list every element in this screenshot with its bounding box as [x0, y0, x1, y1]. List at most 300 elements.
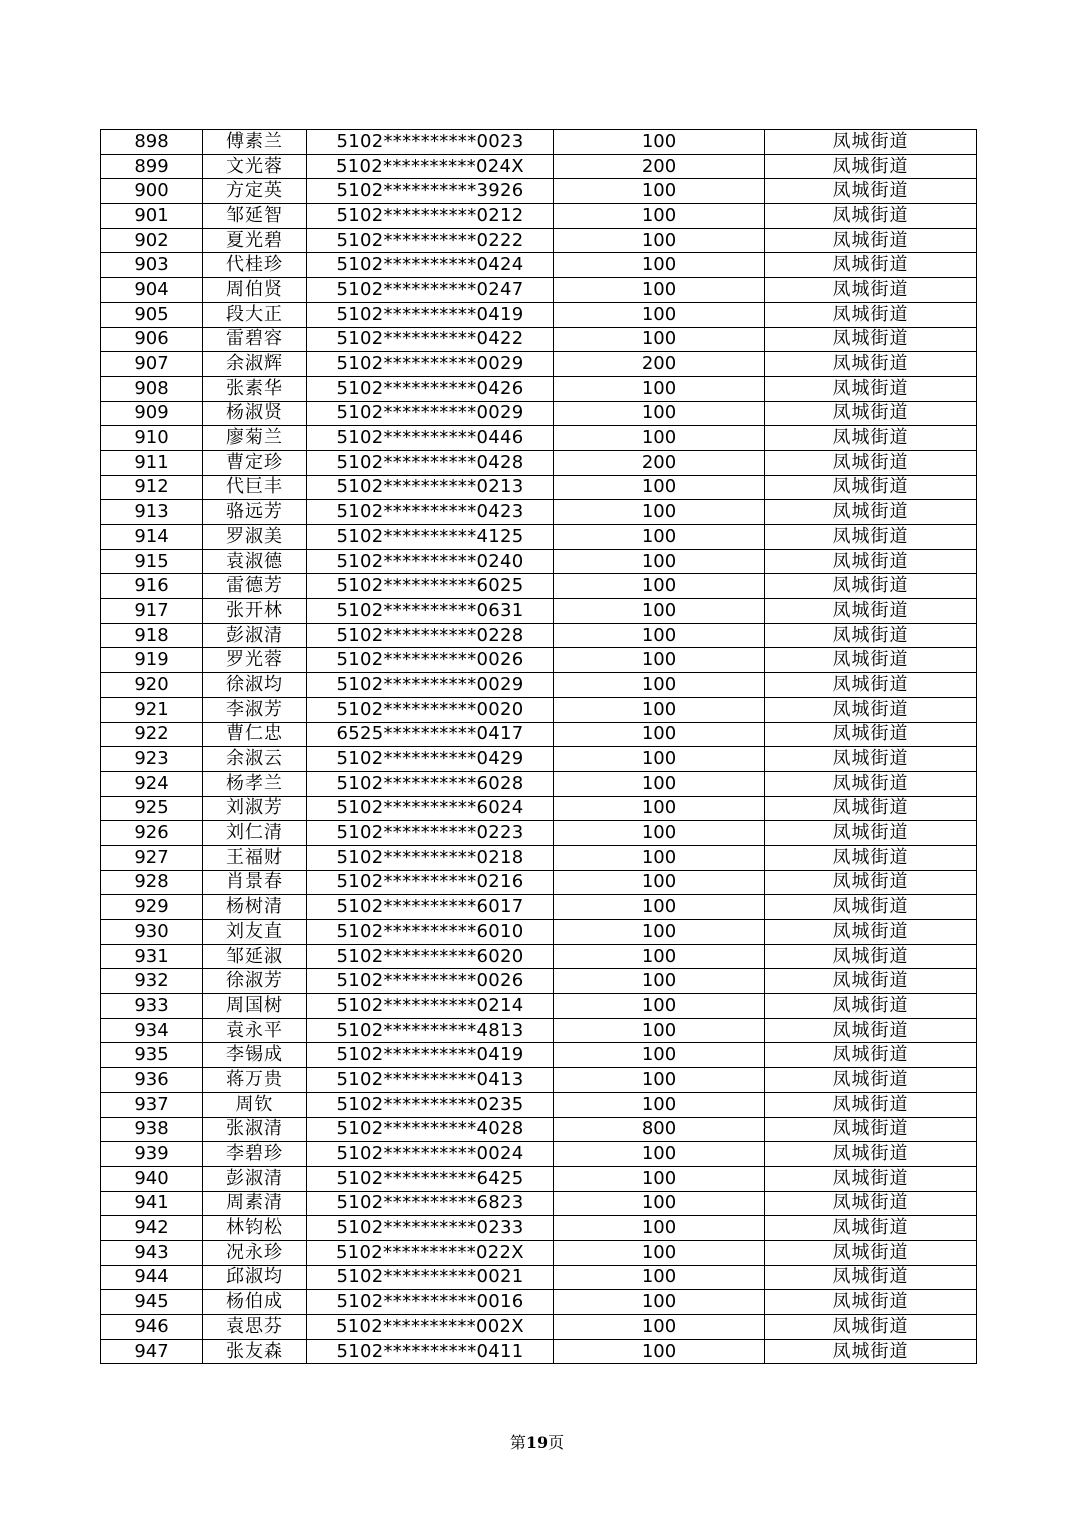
- amount-cell: 100: [554, 821, 765, 846]
- street-cell: 凤城街道: [765, 920, 977, 945]
- name-cell: 周素清: [203, 1191, 307, 1216]
- id-number-cell: 5102**********0422: [307, 327, 554, 352]
- row-number-cell: 947: [101, 1339, 203, 1364]
- amount-cell: 100: [554, 1191, 765, 1216]
- amount-cell: 100: [554, 574, 765, 599]
- table-row: [101, 969, 977, 994]
- row-number-cell: 921: [101, 697, 203, 722]
- id-number-cell: 5102**********0016: [307, 1290, 554, 1315]
- street-cell: 凤城街道: [765, 623, 977, 648]
- name-cell: 刘淑芳: [203, 796, 307, 821]
- amount-cell: 100: [554, 969, 765, 994]
- name-cell: 袁淑德: [203, 549, 307, 574]
- id-number-cell: 5102**********6425: [307, 1166, 554, 1191]
- amount-cell: 100: [554, 895, 765, 920]
- id-number-cell: 5102**********0023: [307, 130, 554, 155]
- table-row: [101, 352, 977, 377]
- amount-cell: 100: [554, 500, 765, 525]
- id-number-cell: 5102**********3926: [307, 179, 554, 204]
- street-cell: 凤城街道: [765, 574, 977, 599]
- page-footer: [0, 1430, 1074, 1453]
- table-row: [101, 1216, 977, 1241]
- name-cell: 周钦: [203, 1092, 307, 1117]
- id-number-cell: 5102**********6020: [307, 944, 554, 969]
- amount-cell: 100: [554, 845, 765, 870]
- name-cell: 雷碧容: [203, 327, 307, 352]
- amount-cell: 200: [554, 352, 765, 377]
- table-row: [101, 450, 977, 475]
- street-cell: 凤城街道: [765, 179, 977, 204]
- row-number-cell: 917: [101, 599, 203, 624]
- amount-cell: 100: [554, 944, 765, 969]
- street-cell: 凤城街道: [765, 500, 977, 525]
- amount-cell: 100: [554, 623, 765, 648]
- id-number-cell: 5102**********0222: [307, 228, 554, 253]
- street-cell: 凤城街道: [765, 450, 977, 475]
- page-number: 19: [525, 1433, 549, 1452]
- name-cell: 曹定珍: [203, 450, 307, 475]
- name-cell: 廖菊兰: [203, 426, 307, 451]
- street-cell: 凤城街道: [765, 1068, 977, 1093]
- amount-cell: 100: [554, 525, 765, 550]
- id-number-cell: 5102**********0424: [307, 253, 554, 278]
- table-row: [101, 944, 977, 969]
- amount-cell: 100: [554, 278, 765, 303]
- id-number-cell: 5102**********0413: [307, 1068, 554, 1093]
- table-row: [101, 870, 977, 895]
- row-number-cell: 910: [101, 426, 203, 451]
- amount-cell: 100: [554, 1339, 765, 1364]
- row-number-cell: 905: [101, 302, 203, 327]
- row-number-cell: 914: [101, 525, 203, 550]
- amount-cell: 100: [554, 1043, 765, 1068]
- street-cell: 凤城街道: [765, 1092, 977, 1117]
- amount-cell: 100: [554, 302, 765, 327]
- row-number-cell: 911: [101, 450, 203, 475]
- row-number-cell: 906: [101, 327, 203, 352]
- street-cell: 凤城街道: [765, 1315, 977, 1340]
- amount-cell: 100: [554, 599, 765, 624]
- table-row: [101, 1092, 977, 1117]
- row-number-cell: 919: [101, 648, 203, 673]
- street-cell: 凤城街道: [765, 747, 977, 772]
- row-number-cell: 912: [101, 475, 203, 500]
- street-cell: 凤城街道: [765, 549, 977, 574]
- id-number-cell: 5102**********0223: [307, 821, 554, 846]
- page-label-suffix: 页: [548, 1433, 565, 1452]
- name-cell: 余淑辉: [203, 352, 307, 377]
- id-number-cell: 5102**********6024: [307, 796, 554, 821]
- row-number-cell: 900: [101, 179, 203, 204]
- id-number-cell: 5102**********6025: [307, 574, 554, 599]
- name-cell: 骆远芳: [203, 500, 307, 525]
- amount-cell: 100: [554, 1216, 765, 1241]
- roster-table-body: [101, 130, 977, 1364]
- street-cell: 凤城街道: [765, 1240, 977, 1265]
- id-number-cell: 5102**********0233: [307, 1216, 554, 1241]
- street-cell: 凤城街道: [765, 525, 977, 550]
- name-cell: 杨淑贤: [203, 401, 307, 426]
- table-row: [101, 574, 977, 599]
- street-cell: 凤城街道: [765, 1265, 977, 1290]
- table-row: [101, 1191, 977, 1216]
- row-number-cell: 930: [101, 920, 203, 945]
- amount-cell: 800: [554, 1117, 765, 1142]
- row-number-cell: 920: [101, 673, 203, 698]
- table-row: [101, 426, 977, 451]
- street-cell: 凤城街道: [765, 1339, 977, 1364]
- name-cell: 文光蓉: [203, 154, 307, 179]
- row-number-cell: 898: [101, 130, 203, 155]
- street-cell: 凤城街道: [765, 204, 977, 229]
- row-number-cell: 923: [101, 747, 203, 772]
- table-row: [101, 302, 977, 327]
- name-cell: 蒋万贵: [203, 1068, 307, 1093]
- row-number-cell: 927: [101, 845, 203, 870]
- name-cell: 李锡成: [203, 1043, 307, 1068]
- table-row: [101, 796, 977, 821]
- name-cell: 杨树清: [203, 895, 307, 920]
- street-cell: 凤城街道: [765, 327, 977, 352]
- amount-cell: 100: [554, 796, 765, 821]
- id-number-cell: 5102**********0411: [307, 1339, 554, 1364]
- name-cell: 况永珍: [203, 1240, 307, 1265]
- street-cell: 凤城街道: [765, 302, 977, 327]
- amount-cell: 100: [554, 1290, 765, 1315]
- name-cell: 罗淑美: [203, 525, 307, 550]
- name-cell: 傅素兰: [203, 130, 307, 155]
- id-number-cell: 5102**********0029: [307, 352, 554, 377]
- id-number-cell: 5102**********022X: [307, 1240, 554, 1265]
- amount-cell: 100: [554, 327, 765, 352]
- amount-cell: 100: [554, 1068, 765, 1093]
- amount-cell: 100: [554, 475, 765, 500]
- id-number-cell: 5102**********0020: [307, 697, 554, 722]
- row-number-cell: 936: [101, 1068, 203, 1093]
- id-number-cell: 5102**********6028: [307, 771, 554, 796]
- row-number-cell: 946: [101, 1315, 203, 1340]
- id-number-cell: 5102**********0631: [307, 599, 554, 624]
- street-cell: 凤城街道: [765, 401, 977, 426]
- row-number-cell: 909: [101, 401, 203, 426]
- row-number-cell: 939: [101, 1142, 203, 1167]
- id-number-cell: 5102**********6823: [307, 1191, 554, 1216]
- table-row: [101, 253, 977, 278]
- amount-cell: 100: [554, 228, 765, 253]
- name-cell: 徐淑均: [203, 673, 307, 698]
- amount-cell: 100: [554, 1092, 765, 1117]
- street-cell: 凤城街道: [765, 1166, 977, 1191]
- row-number-cell: 915: [101, 549, 203, 574]
- roster-table: [100, 129, 977, 1364]
- id-number-cell: 5102**********0446: [307, 426, 554, 451]
- id-number-cell: 5102**********0228: [307, 623, 554, 648]
- table-row: [101, 1043, 977, 1068]
- table-row: [101, 771, 977, 796]
- name-cell: 张淑清: [203, 1117, 307, 1142]
- table-row: [101, 697, 977, 722]
- table-row: [101, 401, 977, 426]
- street-cell: 凤城街道: [765, 130, 977, 155]
- row-number-cell: 916: [101, 574, 203, 599]
- row-number-cell: 931: [101, 944, 203, 969]
- table-row: [101, 821, 977, 846]
- street-cell: 凤城街道: [765, 673, 977, 698]
- street-cell: 凤城街道: [765, 944, 977, 969]
- row-number-cell: 904: [101, 278, 203, 303]
- name-cell: 段大正: [203, 302, 307, 327]
- table-row: [101, 920, 977, 945]
- row-number-cell: 937: [101, 1092, 203, 1117]
- table-row: [101, 599, 977, 624]
- name-cell: 徐淑芳: [203, 969, 307, 994]
- row-number-cell: 932: [101, 969, 203, 994]
- id-number-cell: 5102**********0419: [307, 1043, 554, 1068]
- table-row: [101, 722, 977, 747]
- name-cell: 彭淑清: [203, 623, 307, 648]
- row-number-cell: 944: [101, 1265, 203, 1290]
- id-number-cell: 5102**********0423: [307, 500, 554, 525]
- id-number-cell: 5102**********4028: [307, 1117, 554, 1142]
- id-number-cell: 5102**********0247: [307, 278, 554, 303]
- row-number-cell: 928: [101, 870, 203, 895]
- amount-cell: 100: [554, 1166, 765, 1191]
- row-number-cell: 940: [101, 1166, 203, 1191]
- id-number-cell: 5102**********0216: [307, 870, 554, 895]
- id-number-cell: 5102**********0213: [307, 475, 554, 500]
- table-row: [101, 673, 977, 698]
- amount-cell: 100: [554, 771, 765, 796]
- street-cell: 凤城街道: [765, 376, 977, 401]
- id-number-cell: 5102**********024X: [307, 154, 554, 179]
- table-row: [101, 179, 977, 204]
- name-cell: 代桂珍: [203, 253, 307, 278]
- row-number-cell: 899: [101, 154, 203, 179]
- row-number-cell: 945: [101, 1290, 203, 1315]
- row-number-cell: 908: [101, 376, 203, 401]
- id-number-cell: 5102**********0026: [307, 969, 554, 994]
- id-number-cell: 5102**********0240: [307, 549, 554, 574]
- name-cell: 邱淑均: [203, 1265, 307, 1290]
- row-number-cell: 935: [101, 1043, 203, 1068]
- name-cell: 刘仁清: [203, 821, 307, 846]
- table-row: [101, 1018, 977, 1043]
- name-cell: 袁思芬: [203, 1315, 307, 1340]
- amount-cell: 100: [554, 253, 765, 278]
- amount-cell: 200: [554, 154, 765, 179]
- street-cell: 凤城街道: [765, 1216, 977, 1241]
- id-number-cell: 5102**********0212: [307, 204, 554, 229]
- table-row: [101, 525, 977, 550]
- table-row: [101, 994, 977, 1019]
- roster-table-container: [100, 129, 974, 1364]
- street-cell: 凤城街道: [765, 1142, 977, 1167]
- table-row: [101, 500, 977, 525]
- page-label-prefix: 第: [509, 1433, 526, 1452]
- id-number-cell: 5102**********0419: [307, 302, 554, 327]
- id-number-cell: 5102**********0024: [307, 1142, 554, 1167]
- name-cell: 夏光碧: [203, 228, 307, 253]
- table-row: [101, 549, 977, 574]
- street-cell: 凤城街道: [765, 821, 977, 846]
- id-number-cell: 5102**********0429: [307, 747, 554, 772]
- name-cell: 周国树: [203, 994, 307, 1019]
- table-row: [101, 1315, 977, 1340]
- table-row: [101, 648, 977, 673]
- id-number-cell: 5102**********4125: [307, 525, 554, 550]
- row-number-cell: 942: [101, 1216, 203, 1241]
- table-row: [101, 895, 977, 920]
- name-cell: 周伯贤: [203, 278, 307, 303]
- table-row: [101, 845, 977, 870]
- row-number-cell: 913: [101, 500, 203, 525]
- name-cell: 邹延智: [203, 204, 307, 229]
- name-cell: 彭淑清: [203, 1166, 307, 1191]
- street-cell: 凤城街道: [765, 771, 977, 796]
- row-number-cell: 938: [101, 1117, 203, 1142]
- amount-cell: 100: [554, 1265, 765, 1290]
- row-number-cell: 907: [101, 352, 203, 377]
- table-row: [101, 623, 977, 648]
- table-row: [101, 204, 977, 229]
- table-row: [101, 327, 977, 352]
- id-number-cell: 5102**********0428: [307, 450, 554, 475]
- row-number-cell: 922: [101, 722, 203, 747]
- name-cell: 肖景春: [203, 870, 307, 895]
- amount-cell: 100: [554, 697, 765, 722]
- name-cell: 罗光蓉: [203, 648, 307, 673]
- id-number-cell: 5102**********0235: [307, 1092, 554, 1117]
- amount-cell: 100: [554, 179, 765, 204]
- name-cell: 袁永平: [203, 1018, 307, 1043]
- row-number-cell: 941: [101, 1191, 203, 1216]
- street-cell: 凤城街道: [765, 426, 977, 451]
- street-cell: 凤城街道: [765, 895, 977, 920]
- table-row: [101, 1068, 977, 1093]
- name-cell: 李碧珍: [203, 1142, 307, 1167]
- table-row: [101, 1166, 977, 1191]
- id-number-cell: 5102**********0426: [307, 376, 554, 401]
- id-number-cell: 5102**********0029: [307, 673, 554, 698]
- name-cell: 杨伯成: [203, 1290, 307, 1315]
- name-cell: 张友森: [203, 1339, 307, 1364]
- street-cell: 凤城街道: [765, 870, 977, 895]
- row-number-cell: 925: [101, 796, 203, 821]
- amount-cell: 100: [554, 376, 765, 401]
- street-cell: 凤城街道: [765, 1191, 977, 1216]
- name-cell: 邹延淑: [203, 944, 307, 969]
- table-row: [101, 475, 977, 500]
- amount-cell: 200: [554, 450, 765, 475]
- table-row: [101, 747, 977, 772]
- street-cell: 凤城街道: [765, 228, 977, 253]
- row-number-cell: 943: [101, 1240, 203, 1265]
- table-row: [101, 1240, 977, 1265]
- id-number-cell: 5102**********4813: [307, 1018, 554, 1043]
- id-number-cell: 5102**********0029: [307, 401, 554, 426]
- name-cell: 李淑芳: [203, 697, 307, 722]
- row-number-cell: 901: [101, 204, 203, 229]
- street-cell: 凤城街道: [765, 154, 977, 179]
- street-cell: 凤城街道: [765, 253, 977, 278]
- id-number-cell: 5102**********6017: [307, 895, 554, 920]
- row-number-cell: 926: [101, 821, 203, 846]
- amount-cell: 100: [554, 401, 765, 426]
- amount-cell: 100: [554, 870, 765, 895]
- street-cell: 凤城街道: [765, 1290, 977, 1315]
- name-cell: 代巨丰: [203, 475, 307, 500]
- row-number-cell: 918: [101, 623, 203, 648]
- name-cell: 方定英: [203, 179, 307, 204]
- row-number-cell: 934: [101, 1018, 203, 1043]
- street-cell: 凤城街道: [765, 796, 977, 821]
- id-number-cell: 5102**********0218: [307, 845, 554, 870]
- street-cell: 凤城街道: [765, 697, 977, 722]
- street-cell: 凤城街道: [765, 475, 977, 500]
- amount-cell: 100: [554, 1018, 765, 1043]
- street-cell: 凤城街道: [765, 969, 977, 994]
- amount-cell: 100: [554, 994, 765, 1019]
- street-cell: 凤城街道: [765, 845, 977, 870]
- name-cell: 曹仁忠: [203, 722, 307, 747]
- name-cell: 张开林: [203, 599, 307, 624]
- amount-cell: 100: [554, 722, 765, 747]
- id-number-cell: 5102**********6010: [307, 920, 554, 945]
- name-cell: 林钧松: [203, 1216, 307, 1241]
- street-cell: 凤城街道: [765, 1117, 977, 1142]
- street-cell: 凤城街道: [765, 1018, 977, 1043]
- name-cell: 余淑云: [203, 747, 307, 772]
- row-number-cell: 929: [101, 895, 203, 920]
- id-number-cell: 6525**********0417: [307, 722, 554, 747]
- table-row: [101, 130, 977, 155]
- amount-cell: 100: [554, 747, 765, 772]
- row-number-cell: 933: [101, 994, 203, 1019]
- amount-cell: 100: [554, 920, 765, 945]
- amount-cell: 100: [554, 549, 765, 574]
- id-number-cell: 5102**********0026: [307, 648, 554, 673]
- street-cell: 凤城街道: [765, 722, 977, 747]
- table-row: [101, 228, 977, 253]
- amount-cell: 100: [554, 204, 765, 229]
- street-cell: 凤城街道: [765, 599, 977, 624]
- street-cell: 凤城街道: [765, 278, 977, 303]
- id-number-cell: 5102**********0214: [307, 994, 554, 1019]
- table-row: [101, 154, 977, 179]
- name-cell: 王福财: [203, 845, 307, 870]
- row-number-cell: 902: [101, 228, 203, 253]
- amount-cell: 100: [554, 1315, 765, 1340]
- name-cell: 刘友直: [203, 920, 307, 945]
- street-cell: 凤城街道: [765, 994, 977, 1019]
- row-number-cell: 903: [101, 253, 203, 278]
- table-row: [101, 1117, 977, 1142]
- amount-cell: 100: [554, 130, 765, 155]
- id-number-cell: 5102**********002X: [307, 1315, 554, 1340]
- name-cell: 张素华: [203, 376, 307, 401]
- amount-cell: 100: [554, 426, 765, 451]
- table-row: [101, 1265, 977, 1290]
- row-number-cell: 924: [101, 771, 203, 796]
- table-row: [101, 1339, 977, 1364]
- amount-cell: 100: [554, 648, 765, 673]
- id-number-cell: 5102**********0021: [307, 1265, 554, 1290]
- street-cell: 凤城街道: [765, 352, 977, 377]
- name-cell: 雷德芳: [203, 574, 307, 599]
- table-row: [101, 278, 977, 303]
- amount-cell: 100: [554, 1240, 765, 1265]
- amount-cell: 100: [554, 673, 765, 698]
